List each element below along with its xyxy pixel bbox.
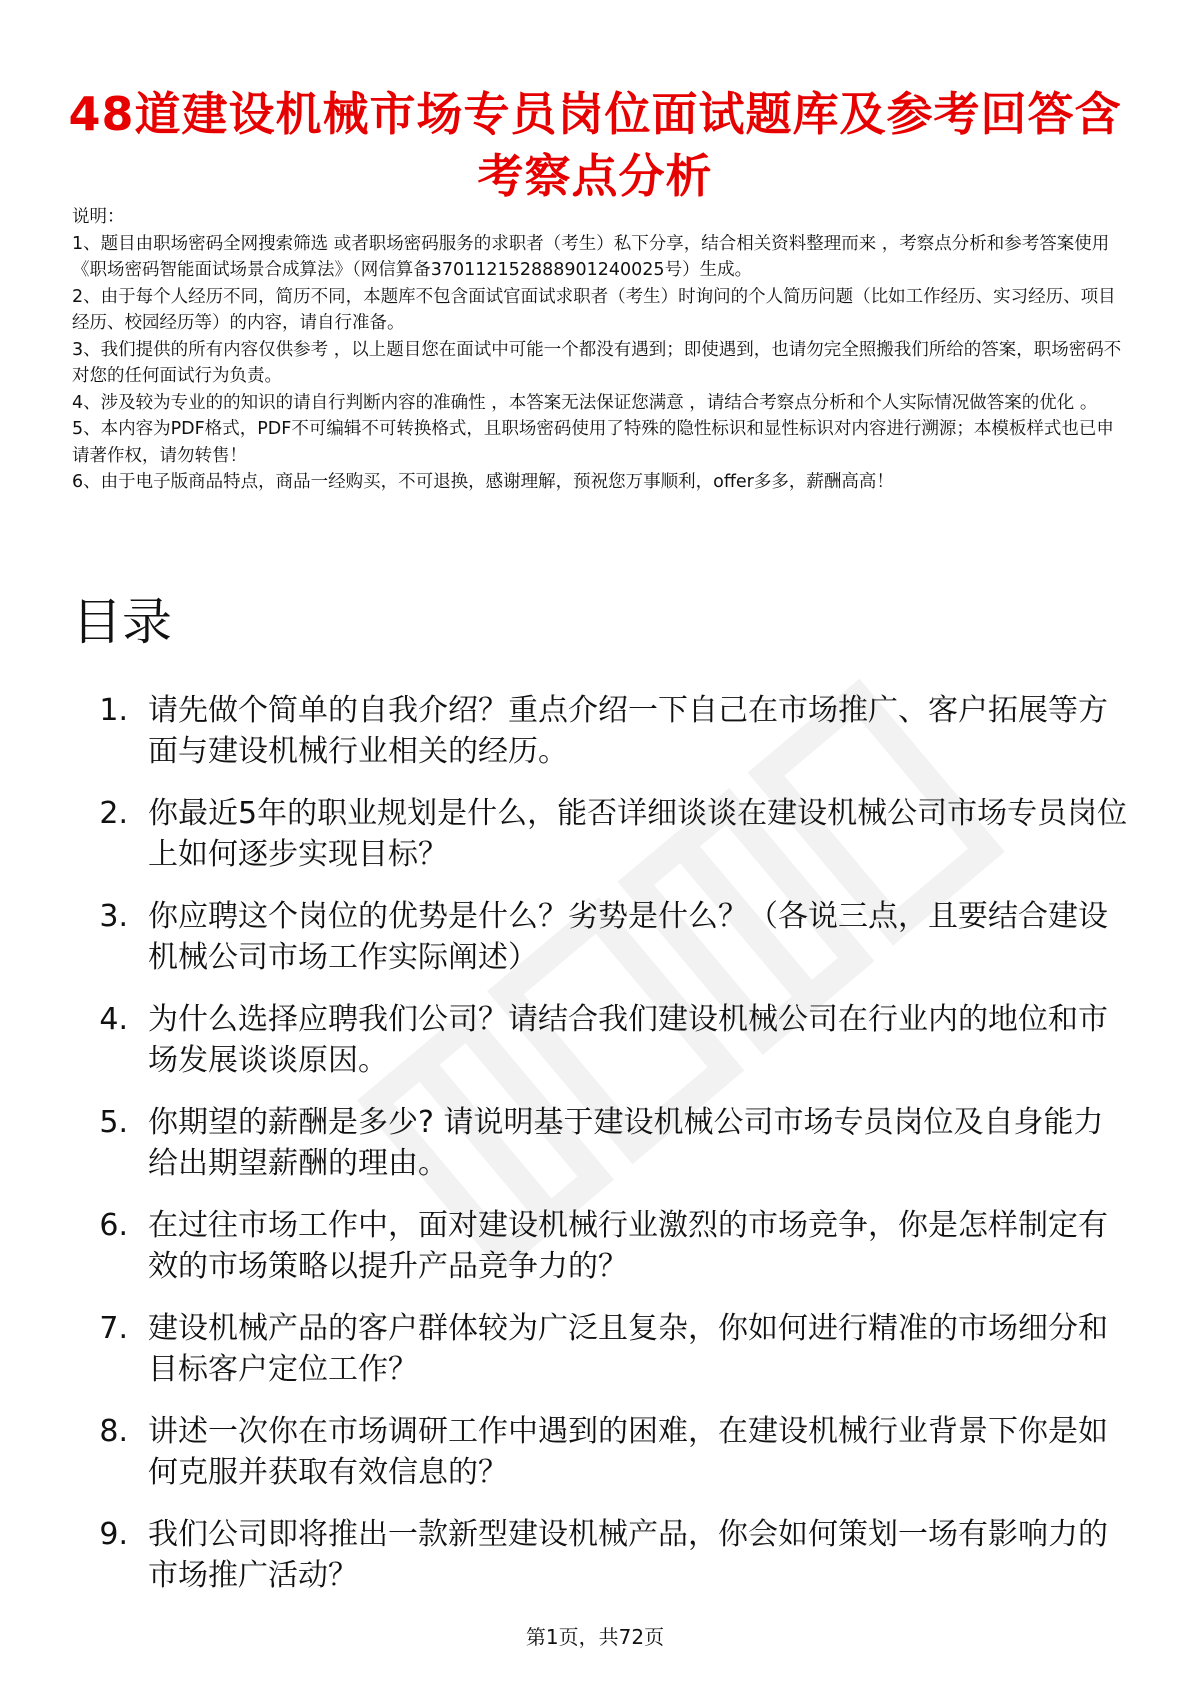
toc-item-text: 为什么选择应聘我们公司？请结合我们建设机械公司在行业内的地位和市场发展谈谈原因。 (148, 1002, 1108, 1078)
toc-item-text: 你最近5年的职业规划是什么，能否详细谈谈在建设机械公司市场专员岗位上如何逐步实现目标？ (148, 796, 1128, 872)
toc-item-number: 1. (99, 693, 128, 728)
toc-item[interactable] (72, 1308, 1132, 1390)
note-item: 1、题目由职场密码全网搜索筛选 或者职场密码服务的求职者（考生）私下分享，结合相关资料整理而来 ，考察点分析和参考答案使用《职场密码智能面试场景合成算法》（网信算备370112152888901240025号）生成。 (72, 233, 1110, 280)
toc-item-text: 在过往市场工作中，面对建设机械行业激烈的市场竞争，你是怎样制定有效的市场策略以提升产品竞争力的？ (148, 1208, 1108, 1284)
toc-item-number: 5. (99, 1105, 128, 1140)
toc-item[interactable] (72, 1411, 1132, 1493)
note-item: 2、由于每个人经历不同，简历不同，本题库不包含面试官面试求职者（考生）时询问的个人简历问题（比如工作经历、实习经历、项目经历、校园经历等）的内容，请自行准备。 (72, 286, 1116, 333)
toc-item[interactable] (72, 690, 1132, 772)
toc-item[interactable] (72, 1102, 1132, 1184)
note-item: 6、由于电子版商品特点，商品一经购买，不可退换，感谢理解，预祝您万事顺利，offer多多，薪酬高高！ (72, 472, 894, 492)
notes-section (72, 204, 1122, 496)
toc-item-number: 2. (99, 796, 128, 831)
note-item: 3、我们提供的所有内容仅供参考 ，以上题目您在面试中可能一个都没有遇到；即使遇到，也请勿完全照搬我们所给的答案，职场密码不对您的任何面试行为负责。 (72, 339, 1122, 386)
notes-heading: 说明： (72, 207, 125, 227)
toc-item-text: 你期望的薪酬是多少? 请说明基于建设机械公司市场专员岗位及自身能力给出期望薪酬的理由。 (148, 1105, 1104, 1181)
note-item: 4、涉及较为专业的的知识的请自行判断内容的准确性 ，本答案无法保证您满意 ，请结合考察点分析和个人实际情况做答案的优化 。 (72, 392, 1098, 413)
toc-item[interactable] (72, 896, 1132, 978)
toc-item-number: 6. (99, 1208, 128, 1243)
toc-item-number: 4. (99, 1002, 128, 1037)
toc-item[interactable] (72, 1205, 1132, 1287)
toc-item-text: 建设机械产品的客户群体较为广泛且复杂，你如何进行精准的市场细分和目标客户定位工作？ (148, 1311, 1108, 1387)
toc-item-number: 7. (99, 1311, 128, 1346)
page-footer: 第1页，共72页 (525, 1625, 665, 1649)
toc-item[interactable] (72, 793, 1132, 875)
note-item: 5、本内容为PDF格式，PDF不可编辑不可转换格式，且职场密码使用了特殊的隐性标识和显性标识对内容进行溯源；本模板样式也已申请著作权，请勿转售！ (72, 419, 1114, 466)
toc-item-number: 3. (99, 899, 128, 934)
toc-item[interactable] (72, 1514, 1132, 1596)
toc-item-number: 9. (99, 1517, 128, 1552)
toc-item-text: 我们公司即将推出一款新型建设机械产品，你会如何策划一场有影响力的市场推广活动？ (148, 1517, 1108, 1593)
toc-heading: 目录 (72, 593, 172, 651)
toc-item-text: 你应聘这个岗位的优势是什么？劣势是什么？（各说三点，且要结合建设机械公司市场工作实际阐述） (148, 899, 1108, 975)
toc-item[interactable] (72, 999, 1132, 1081)
toc-item-text: 讲述一次你在市场调研工作中遇到的困难，在建设机械行业背景下你是如何克服并获取有效信息的？ (148, 1414, 1108, 1490)
document-title: 48道建设机械市场专员岗位面试题库及参考回答含考察点分析 (68, 86, 1122, 203)
toc-item-number: 8. (99, 1414, 128, 1449)
toc-item-text: 请先做个简单的自我介绍？重点介绍一下自己在市场推广、客户拓展等方面与建设机械行业相关的经历。 (148, 693, 1108, 769)
toc-list (72, 690, 1132, 1617)
